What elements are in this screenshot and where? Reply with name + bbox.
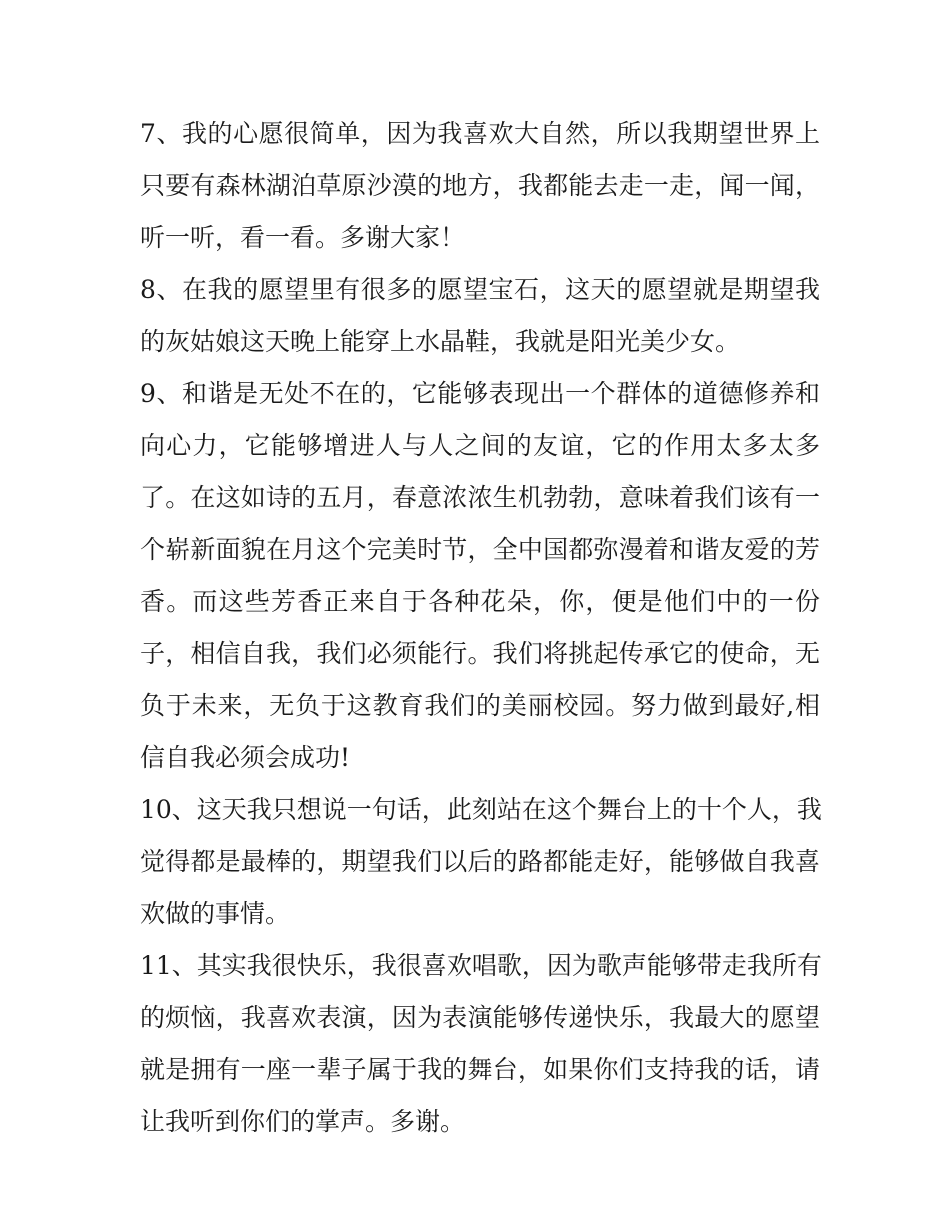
text-line: 子，相信自我，我们必须能行。我们将挑起传承它的使命，无: [140, 639, 820, 668]
text-line: 11、其实我很快乐，我很喜欢唱歌，因为歌声能够带走我所有: [140, 951, 822, 980]
text-line: 8、在我的愿望里有很多的愿望宝石，这天的愿望就是期望我: [140, 275, 820, 304]
text-line: 负于未来，无负于这教育我们的美丽校园。努力做到最好,相: [140, 691, 820, 720]
text-line: 就是拥有一座一辈子属于我的舞台，如果你们支持我的话，请: [140, 1055, 820, 1084]
text-line: 了。在这如诗的五月，春意浓浓生机勃勃，意味着我们该有一: [140, 483, 820, 512]
text-line: 10、这天我只想说一句话，此刻站在这个舞台上的十个人，我: [140, 795, 822, 824]
paragraph-9: [140, 368, 820, 784]
text-line: 信自我必须会成功!: [140, 743, 351, 772]
text-line: 觉得都是最棒的，期望我们以后的路都能走好，能够做自我喜: [140, 847, 820, 876]
text-line: 的灰姑娘这天晚上能穿上水晶鞋，我就是阳光美少女。: [140, 327, 741, 356]
text-line: 只要有森林湖泊草原沙漠的地方，我都能去走一走，闻一闻，: [140, 171, 820, 200]
text-line: 7、我的心愿很简单，因为我喜欢大自然，所以我期望世界上: [140, 119, 820, 148]
text-line: 香。而这些芳香正来自于各种花朵，你，便是他们中的一份: [140, 587, 820, 616]
document-body: [140, 108, 820, 1148]
text-line: 欢做的事情。: [140, 899, 291, 928]
paragraph-8: [140, 264, 820, 368]
text-line: 9、和谐是无处不在的，它能够表现出一个群体的道德修养和: [140, 379, 820, 408]
text-line: 的烦恼，我喜欢表演，因为表演能够传递快乐，我最大的愿望: [140, 1003, 820, 1032]
paragraph-10: [140, 784, 820, 940]
text-line: 听一听，看一看。多谢大家！: [140, 223, 466, 252]
text-line: 个崭新面貌在月这个完美时节，全中国都弥漫着和谐友爱的芳: [140, 535, 820, 564]
text-line: 让我听到你们的掌声。多谢。: [140, 1107, 466, 1136]
text-line: 向心力，它能够增进人与人之间的友谊，它的作用太多太多: [140, 431, 820, 460]
paragraph-7: [140, 108, 820, 264]
paragraph-11: [140, 940, 820, 1148]
